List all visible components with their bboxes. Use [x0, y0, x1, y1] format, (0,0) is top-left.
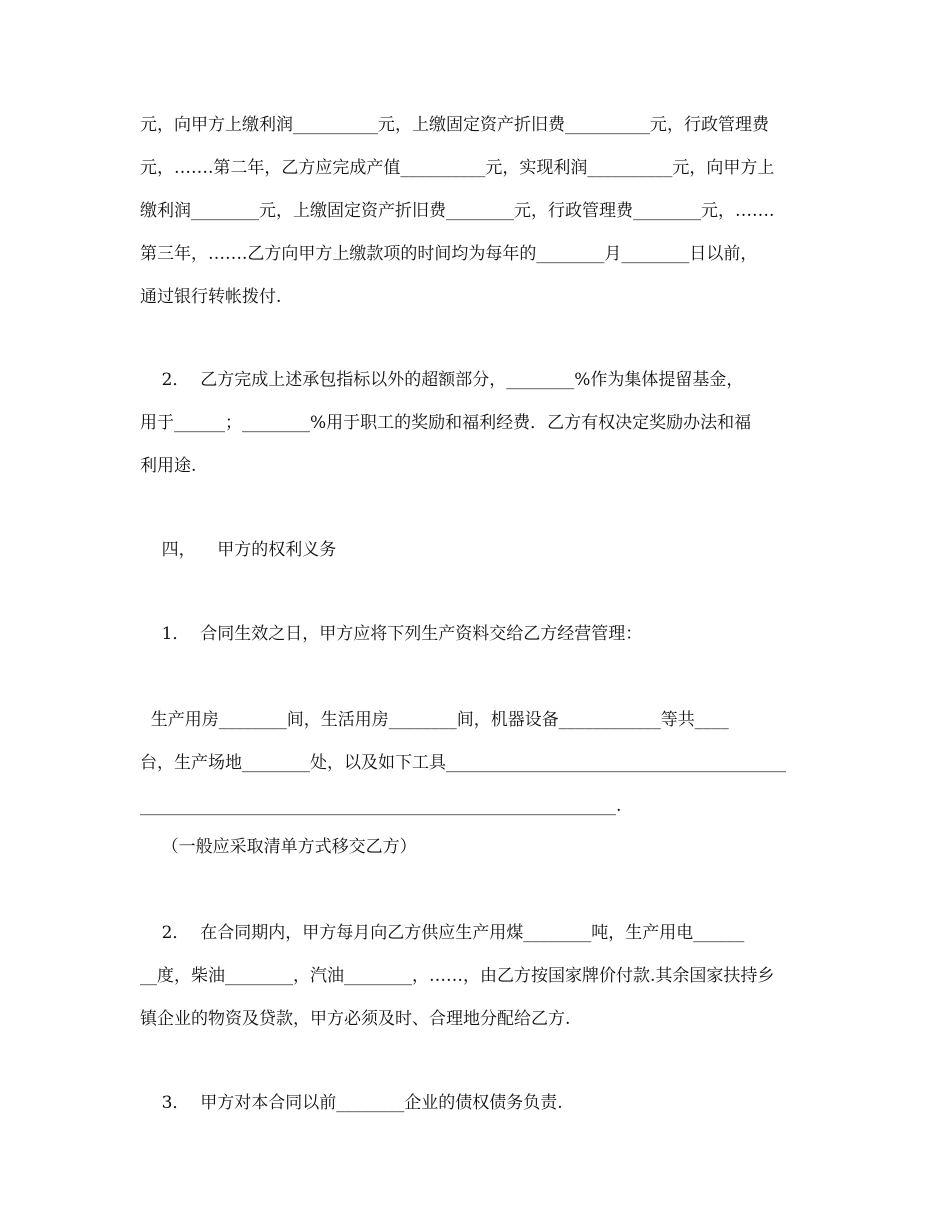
section-heading: 四， 甲方的权利义务: [140, 540, 337, 560]
note-line: （一般应采取清单方式移交乙方）: [140, 837, 417, 857]
text-line: 台，生产场地________处，以及如下工具________________________________________: [140, 753, 786, 773]
text-line: 镇企业的物资及贷款，甲方必须及时、合理地分配给乙方.: [140, 1009, 571, 1029]
clause-1-line: 1． 合同生效之日，甲方应将下列生产资料交给乙方经营管理：: [140, 624, 643, 644]
text-line: 生产用房________间，生活用房________间，机器设备____________等共____: [140, 710, 729, 730]
text-line: __度，柴油________，汽油________，……，由乙方按国家牌价付款.其余国家扶持乡: [140, 966, 775, 986]
clause-2-line: 2． 乙方完成上述承包指标以外的超额部分，________%作为集体提留基金，: [140, 370, 744, 390]
text-line: 用于______；________%用于职工的奖励和福利经费．乙方有权决定奖励办法和福: [140, 413, 752, 433]
text-line: ________________________________________________________.: [140, 796, 622, 816]
text-line: 元，…….第二年，乙方应完成产值__________元，实现利润__________元，向甲方上: [140, 158, 775, 178]
clause-2-line: 2． 在合同期内，甲方每月向乙方供应生产用煤________吨，生产用电______: [140, 923, 745, 943]
clause-3-line: 3． 甲方对本合同以前________企业的债权债务负责.: [140, 1093, 563, 1113]
text-line: 元，向甲方上缴利润__________元，上缴固定资产折旧费__________元，行政管理费: [140, 115, 769, 135]
text-line: 缴利润________元，上缴固定资产折旧费________元，行政管理费________元，…….: [140, 201, 775, 221]
text-line: 利用途.: [140, 456, 197, 476]
text-line: 通过银行转帐拨付.: [140, 287, 282, 307]
text-line: 第三年，…….乙方向甲方上缴款项的时间均为每年的________月________日以前，: [140, 244, 758, 264]
